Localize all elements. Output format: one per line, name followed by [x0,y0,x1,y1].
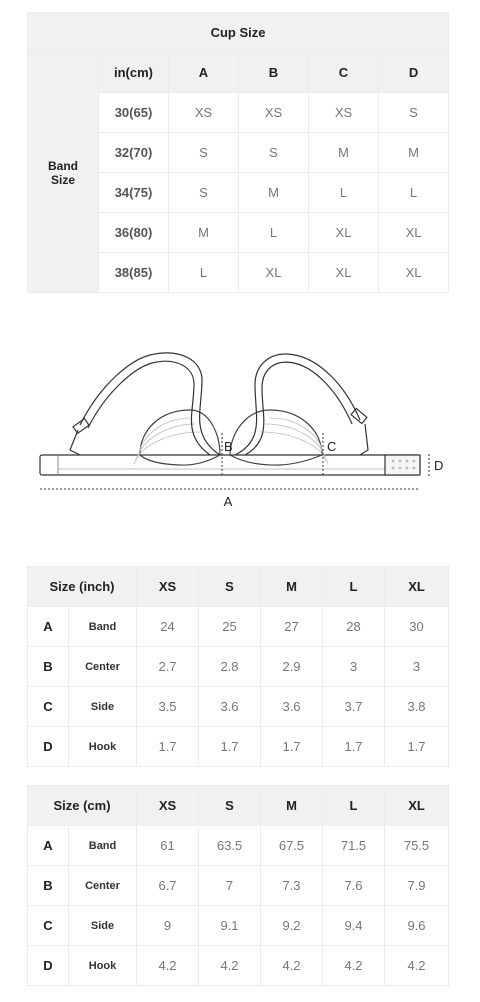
size-cell: XL [379,213,449,253]
measure-cell: 3.8 [385,687,449,727]
size-cell: XL [379,253,449,293]
table-row [28,727,449,767]
size-cell: S [169,173,239,213]
table-row [28,826,449,866]
size-header-s: S [199,567,261,607]
cup-header-b: B [239,53,309,93]
table-row [28,906,449,946]
cup-size-title: Cup Size [28,13,449,53]
row-name: Band [69,607,137,647]
size-cell: M [309,133,379,173]
measure-cell: 27 [261,607,323,647]
measure-cell: 4.2 [323,946,385,986]
measure-cell: 7 [199,866,261,906]
size-header-l: L [323,786,385,826]
measure-cell: 2.7 [137,647,199,687]
label-c: C [327,439,337,454]
measure-cell: 63.5 [199,826,261,866]
cm-table-title: Size (cm) [28,786,137,826]
measure-cell: 3 [323,647,385,687]
cup-header-d: D [379,53,449,93]
size-cell: M [169,213,239,253]
measure-cell: 4.2 [199,946,261,986]
row-letter: D [28,727,69,767]
row-letter: C [28,687,69,727]
row-name: Band [69,826,137,866]
size-cell: S [169,133,239,173]
measure-cell: 67.5 [261,826,323,866]
size-header-m: M [261,786,323,826]
band-label-line2: Size [50,172,75,187]
measure-cell: 3.6 [199,687,261,727]
measure-cell: 4.2 [385,946,449,986]
cup-header-a: A [169,53,239,93]
cup-header-unit: in(cm) [99,53,169,93]
measure-cell: 9.6 [385,906,449,946]
measure-cell: 24 [137,607,199,647]
measure-cell: 9.4 [323,906,385,946]
bra-measurement-diagram [30,340,450,515]
label-d: D [434,458,444,473]
right-strap-end [360,424,368,455]
row-letter: B [28,866,69,906]
size-header-xl: XL [385,567,449,607]
row-letter: B [28,647,69,687]
measure-cell: 25 [199,607,261,647]
row-letter: D [28,946,69,986]
measure-cell: 1.7 [385,727,449,767]
label-a: A [223,494,233,509]
row-name: Side [69,906,137,946]
measure-cell: 75.5 [385,826,449,866]
inch-table-title: Size (inch) [28,567,137,607]
row-name: Center [69,647,137,687]
size-cell: L [379,173,449,213]
band-measure: 34(75) [99,173,169,213]
row-letter: A [28,607,69,647]
measure-cell: 1.7 [137,727,199,767]
band-measure: 36(80) [99,213,169,253]
size-cell: XS [169,93,239,133]
measure-cell: 1.7 [261,727,323,767]
size-cell: L [309,173,379,213]
measure-cell: 7.9 [385,866,449,906]
right-strap-slider [351,408,367,423]
left-strap-end [70,430,80,455]
size-cm-table [27,785,449,986]
row-name: Hook [69,946,137,986]
size-header-l: L [323,567,385,607]
measure-cell: 71.5 [323,826,385,866]
table-row [28,866,449,906]
size-cell: XS [309,93,379,133]
measure-cell: 2.8 [199,647,261,687]
measure-cell: 30 [385,607,449,647]
measure-cell: 1.7 [323,727,385,767]
size-cell: L [169,253,239,293]
hook-panel [385,455,420,475]
measure-cell: 3.7 [323,687,385,727]
size-cell: M [379,133,449,173]
measure-cell: 4.2 [137,946,199,986]
band-label-line1: Band [48,158,78,173]
size-cell: XL [309,213,379,253]
size-cell: S [239,133,309,173]
size-header-s: S [199,786,261,826]
row-name: Hook [69,727,137,767]
band-measure: 38(85) [99,253,169,293]
band-size-label [28,53,99,293]
measure-cell: 9.1 [199,906,261,946]
cup-header-c: C [309,53,379,93]
measure-cell: 9.2 [261,906,323,946]
band-measure: 30(65) [99,93,169,133]
size-cell: S [379,93,449,133]
size-inch-table [27,566,449,767]
row-letter: C [28,906,69,946]
size-cell: XS [239,93,309,133]
measure-cell: 1.7 [199,727,261,767]
row-name: Side [69,687,137,727]
size-cell: XL [239,253,309,293]
measure-cell: 3.6 [261,687,323,727]
left-strap-inner [88,361,210,455]
measure-cell: 28 [323,607,385,647]
size-header-xs: XS [137,786,199,826]
measure-cell: 3.5 [137,687,199,727]
cup-size-table [27,12,449,293]
measure-cell: 3 [385,647,449,687]
measure-cell: 6.7 [137,866,199,906]
size-header-xl: XL [385,786,449,826]
row-letter: A [28,826,69,866]
table-row [28,607,449,647]
row-name: Center [69,866,137,906]
label-b: B [224,439,233,454]
table-row [28,946,449,986]
measure-cell: 7.3 [261,866,323,906]
table-row [28,687,449,727]
table-row [28,647,449,687]
size-cell: XL [309,253,379,293]
measure-cell: 4.2 [261,946,323,986]
band-outline [40,455,420,475]
measure-cell: 7.6 [323,866,385,906]
size-cell: L [239,213,309,253]
measure-cell: 61 [137,826,199,866]
size-header-m: M [261,567,323,607]
left-strap-slider [73,419,89,434]
band-measure: 32(70) [99,133,169,173]
measure-cell: 9 [137,906,199,946]
measure-cell: 2.9 [261,647,323,687]
size-header-xs: XS [137,567,199,607]
size-cell: M [239,173,309,213]
